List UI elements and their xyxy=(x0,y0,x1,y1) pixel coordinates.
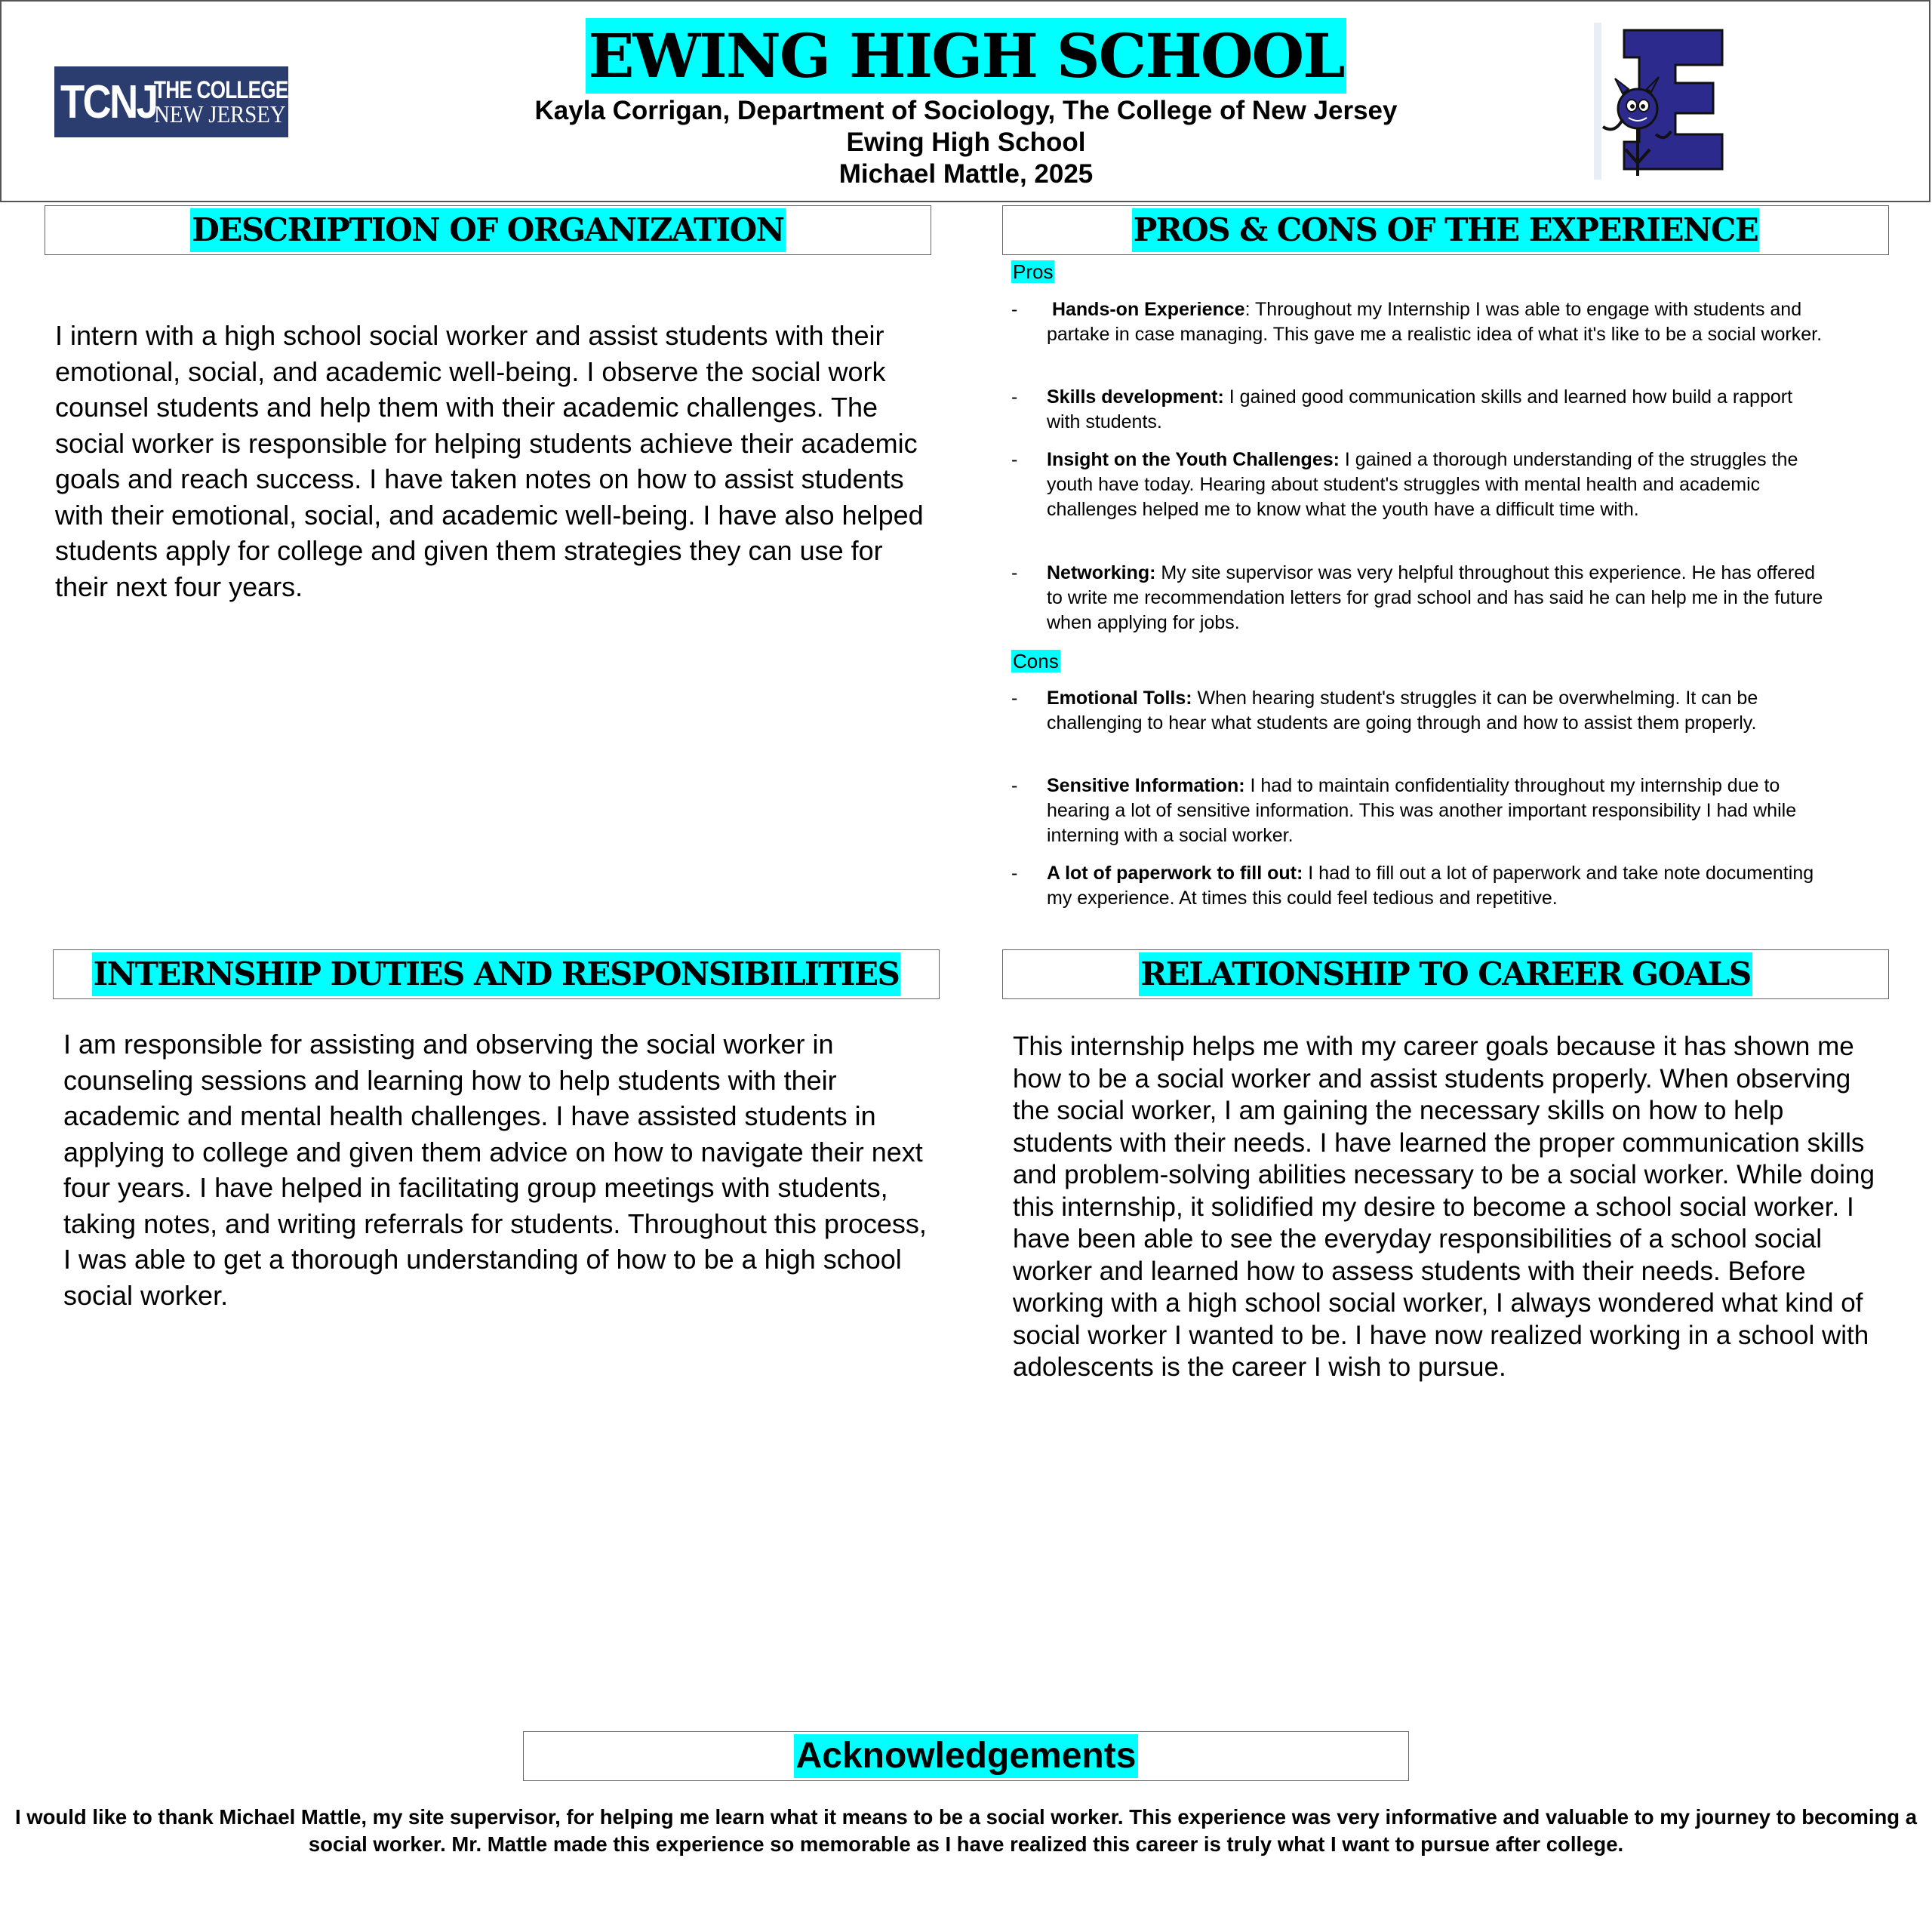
description-text: I intern with a high school social worker and assist students with their emotional, social, and academic well-being. I observe the social work counsel students and help them with their academic challenges. The social worker is responsible for helping students achieve their academic goals and reach success. I have taken notes on how to assist students with their emotional, social, and academic well-being. I have also helped students apply for college and given them strategies they can use for their next four years. xyxy=(55,320,924,602)
pros-item-body xyxy=(1047,297,1826,347)
pros-item xyxy=(1011,448,1826,522)
cons-item-title: A lot of paperwork to fill out: xyxy=(1047,863,1303,884)
cons-item-body xyxy=(1047,861,1826,911)
pros-item-title: Networking: xyxy=(1047,562,1156,583)
duties-heading: INTERNSHIP DUTIES AND RESPONSIBILITIES xyxy=(92,952,901,996)
pros-item-sep: : xyxy=(1244,299,1251,320)
site-line: Ewing High School xyxy=(846,128,1086,157)
bullet-dash: - xyxy=(1011,562,1018,583)
pros-item-title: Insight on the Youth Challenges: xyxy=(1047,449,1340,470)
pros-item-title: Hands-on Experience xyxy=(1051,299,1245,320)
tcnj-logo-line2: NEW JERSEY xyxy=(154,100,286,128)
career-heading-box xyxy=(1002,949,1889,999)
tcnj-logo-abbr: TCNJ xyxy=(60,75,157,128)
career-text: This internship helps me with my career goals because it has shown me how to be a social worker and assist students properly. When observing the social worker, I am gaining the necessary skills on how to help students with their needs. I have learned the proper communication skills and problem-solving abilities necessary to be a social worker. While doing this internship, it solidified my desire to become a school social worker. I have been able to see the everyday responsibilities of a school social worker and learned how to assess students with their needs. Before working with a high school social worker, I always wondered what kind of social worker I wanted to be. I have now realized working in a school with adolescents is the career I wish to pursue. xyxy=(1013,1032,1875,1382)
description-heading: DESCRIPTION OF ORGANIZATION xyxy=(190,208,785,252)
pros-item-body xyxy=(1047,561,1826,635)
cons-item-title: Sensitive Information: xyxy=(1047,775,1245,796)
duties-text: I am responsible for assisting and observing the social worker in counseling sessions and learning how to help students with their academic and mental health challenges. I have assisted students in applying to college and given them advice on how to navigate their next four years. I have helped in facilitating group meetings with students, taking notes, and writing referrals for students. Throughout this process, I was able to get a thorough understanding of how to be a high school social worker. xyxy=(63,1029,927,1311)
cons-item-title: Emotional Tolls: xyxy=(1047,688,1192,709)
pros-item-text: I gained good communication skills and learned how build a rapport with students. xyxy=(1047,386,1793,432)
ewing-blue-devil-e-logo xyxy=(1592,21,1724,181)
duties-heading-box xyxy=(53,949,940,999)
pros-label-wrap xyxy=(1011,259,1054,285)
tcnj-logo-line1: THE COLLEGE OF xyxy=(154,76,319,103)
pros-item xyxy=(1011,297,1826,347)
pros-item-title: Skills development: xyxy=(1047,386,1224,408)
pros-item-body xyxy=(1047,448,1826,522)
bullet-dash: - xyxy=(1011,863,1018,884)
cons-item xyxy=(1011,861,1826,911)
acknowledgements-heading-box xyxy=(523,1731,1409,1781)
pros-cons-heading-box xyxy=(1002,205,1889,255)
bullet-dash: - xyxy=(1011,449,1018,470)
supervisor-line: Michael Mattle, 2025 xyxy=(838,159,1094,189)
bullet-dash: - xyxy=(1011,775,1018,796)
cons-item-text: When hearing student's struggles it can be overwhelming. It can be challenging to hear what students are going through and how to assist them properly. xyxy=(1047,688,1758,734)
bullet-dash: - xyxy=(1011,299,1018,320)
poster-title: EWING HIGH SCHOOL xyxy=(586,18,1347,94)
pros-item-body xyxy=(1047,385,1826,435)
cons-label: Cons xyxy=(1013,650,1059,672)
cons-label-wrap xyxy=(1011,648,1060,674)
pros-cons-heading: PROS & CONS OF THE EXPERIENCE xyxy=(1132,208,1760,252)
pros-item xyxy=(1011,561,1826,635)
pros-item-text: Throughout my Internship I was able to engage with students and partake in case managing. This gave me a realistic idea of what it's like to be a social worker. xyxy=(1047,299,1823,345)
acknowledgements-text: I would like to thank Michael Mattle, my site supervisor, for helping me learn what it means to be a social worker. This experience was very informative and valuable to my journey to becoming a social worker. Mr. Mattle made this experience so memorable as I have realized this career is truly what I want to pursue after college. xyxy=(14,1805,1918,1856)
cons-item xyxy=(1011,686,1826,736)
cons-item-text: I had to fill out a lot of paperwork and take note documenting my experience. At times this could feel tedious and repetitive. xyxy=(1047,863,1814,909)
bullet-dash: - xyxy=(1011,386,1018,408)
description-heading-box xyxy=(45,205,931,255)
acknowledgements-heading: Acknowledgements xyxy=(794,1734,1139,1778)
pros-item xyxy=(1011,385,1826,435)
cons-item-body xyxy=(1047,774,1826,848)
pros-label: Pros xyxy=(1013,260,1054,283)
cons-item-body xyxy=(1047,686,1826,736)
cons-item xyxy=(1011,774,1826,848)
author-line: Kayla Corrigan, Department of Sociology, The College of New Jersey xyxy=(534,96,1398,125)
cons-item-text: I had to maintain confidentiality throughout my internship due to hearing a lot of sensitive information. This was another important responsibility I had while interning with a social worker. xyxy=(1047,775,1797,846)
bullet-dash: - xyxy=(1011,688,1018,709)
career-heading: RELATIONSHIP TO CAREER GOALS xyxy=(1139,952,1752,996)
pros-item-text: I gained a thorough understanding of the struggles the youth have today. Hearing about student's struggles with mental health and academic challenges helped me to know what the youth have a difficult time with. xyxy=(1047,449,1798,520)
pros-item-text: My site supervisor was very helpful throughout this experience. He has offered to write me recommendation letters for grad school and has said he can help me in the future when applying for jobs. xyxy=(1047,562,1823,633)
